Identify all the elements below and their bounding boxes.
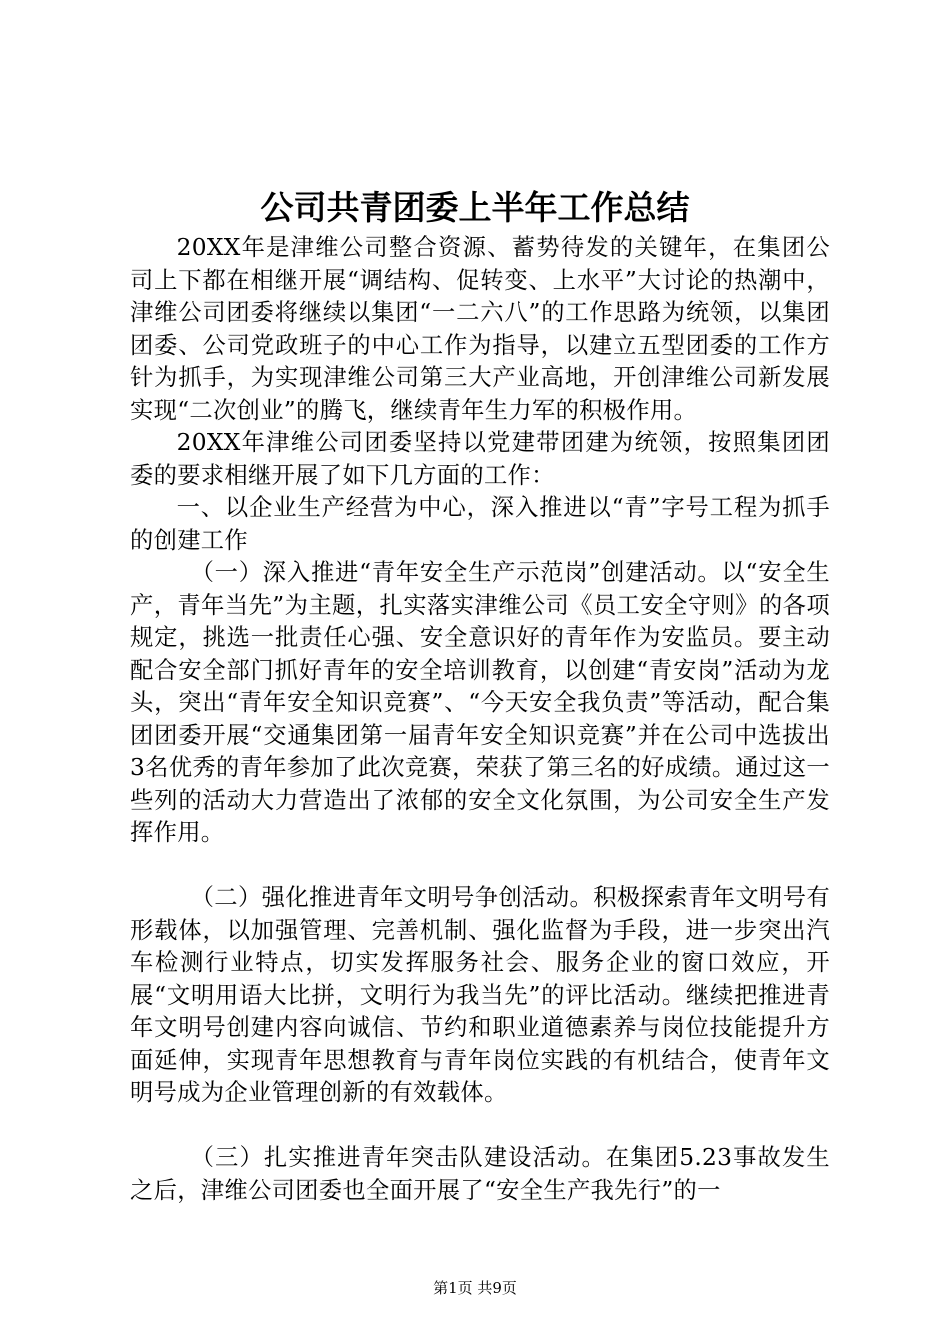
page-number-footer: 第1页 共9页	[433, 1279, 517, 1297]
paragraph-item-1: （一）深入推进“青年安全生产示范岗”创建活动。以“安全生产，青年当先”为主题，扎实落实津维公司《员工安全守则》的各项规定，挑选一批责任心强、安全意识好的青年作为安监员。要主动配合安全部门抓好青年的安全培训教育，以创建“青安岗”活动为龙头，突出“青年安全知识竞赛”、“今天安全我负责”等活动，配合集团团委开展“交通集团第一届青年安全知识竞赛”并在公司中选拔出3名优秀的青年参加了此次竞赛，荣获了第三名的好成绩。通过这一些列的活动大力营造出了浓郁的安全文化氛围，为公司安全生产发挥作用。	[130, 559, 830, 846]
paragraph-item-2: （二）强化推进青年文明号争创活动。积极探索青年文明号有形载体，以加强管理、完善机制、强化监督为手段，进一步突出汽车检测行业特点，切实发挥服务社会、服务企业的窗口效应，开展“文明用语大比拼，文明行为我当先”的评比活动。继续把推进青年文明号创建内容向诚信、节约和职业道德素养与岗位技能提升方面延伸，实现青年思想教育与青年岗位实践的有机结合，使青年文明号成为企业管理创新的有效载体。	[130, 884, 830, 1106]
document-title: 公司共青团委上半年工作总结	[260, 188, 690, 227]
paragraph-intro: 20XX年是津维公司整合资源、蓄势待发的关键年，在集团公司上下都在相继开展“调结构、促转变、上水平”大讨论的热潮中，津维公司团委将继续以集团“一二六八”的工作思路为统领，以集团团委、公司党政班子的中心工作为指导，以建立五型团委的工作方针为抓手，为实现津维公司第三大产业高地，开创津维公司新发展实现“二次创业”的腾飞，继续青年生力军的积极作用。	[130, 234, 830, 424]
paragraph-item-3: （三）扎实推进青年突击队建设活动。在集团5.23事故发生之后，津维公司团委也全面开展了“安全生产我先行”的一	[130, 1144, 830, 1204]
document-body	[130, 232, 830, 1207]
section-heading-1: 一、以企业生产经营为中心，深入推进以“青”字号工程为抓手的创建工作	[130, 494, 830, 554]
paragraph-overview: 20XX年津维公司团委坚持以党建带团建为统领，按照集团团委的要求相继开展了如下几方面的工作：	[130, 429, 830, 489]
